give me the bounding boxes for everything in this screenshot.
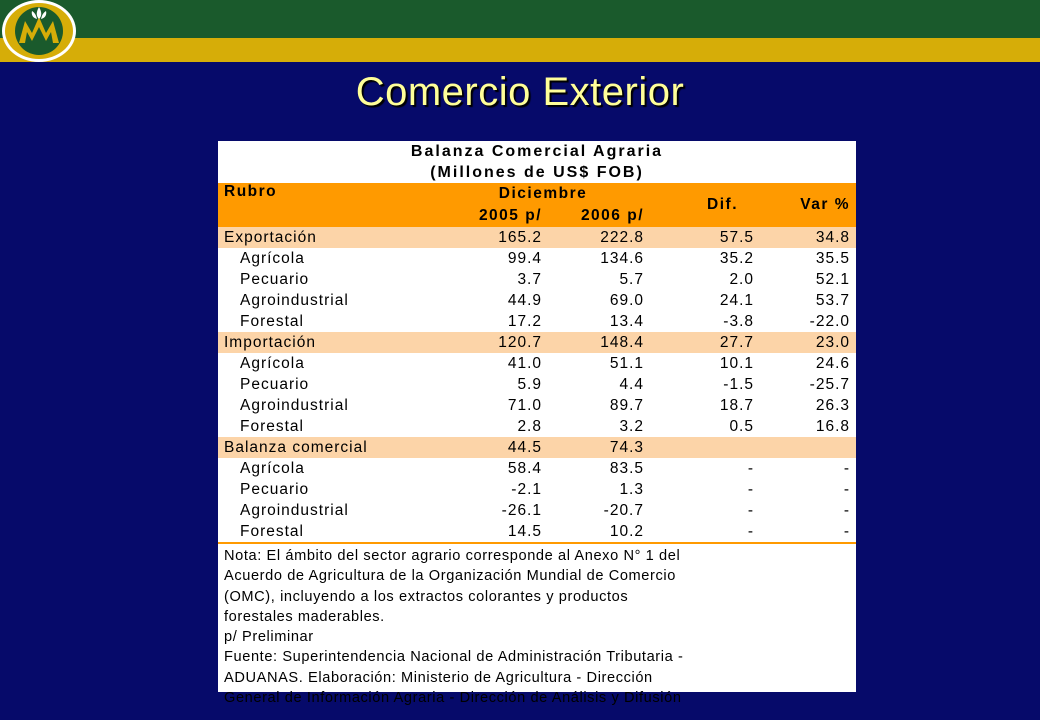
cell-dif: - [747,480,754,498]
cell-2005: -2.1 [511,480,542,498]
table-row [218,248,856,269]
cell-var: -22.0 [809,312,851,330]
cell-var: 16.8 [815,417,851,435]
row-label: Importación [218,332,436,353]
row-label: Pecuario [240,480,310,498]
table-row [218,290,856,311]
cell-2006: 89.7 [609,396,644,414]
cell-2005: 3.7 [517,270,542,288]
cell-2005: 41.0 [507,354,542,372]
cell-2005: 44.5 [436,437,548,458]
cell-2006: 148.4 [548,332,650,353]
cell-2006: 222.8 [548,227,650,248]
header-rubro: Rubro [218,183,436,205]
header-blank-cell [218,205,436,227]
cell-dif [650,437,760,458]
header-band-gold [0,38,1040,62]
cell-2006: 83.5 [609,459,644,477]
cell-var: 23.0 [760,332,856,353]
cell-2005: -26.1 [501,501,542,519]
note-line: Fuente: Superintendencia Nacional de Administración Tributaria - [224,649,684,666]
row-label: Agrícola [240,249,305,267]
cell-2005: 2.8 [517,417,542,435]
cell-2005: 165.2 [436,227,548,248]
header-2006: 2006 p/ [548,205,650,227]
row-label: Pecuario [240,270,310,288]
cell-2006: 1.3 [619,480,644,498]
cell-2006: 13.4 [609,312,644,330]
table-row-importacion [218,332,856,353]
cell-var: 35.5 [815,249,851,267]
note-line: General de Información Agraria - Dirección de Análisis y Difusión [224,690,682,707]
note-line: Nota: El ámbito del sector agrario corresponde al Anexo N° 1 del [224,548,681,564]
cell-2006: 51.1 [609,354,644,372]
cell-dif: 18.7 [719,396,754,414]
note-line: ADUANAS. Elaboración: Ministerio de Agricultura - Dirección [224,669,653,686]
cell-2005: 44.9 [507,291,542,309]
row-label: Forestal [240,417,304,435]
note-line: (OMC), incluyendo a los extractos colorantes y productos [224,588,629,605]
row-label: Exportación [218,227,436,248]
row-label: Forestal [240,522,304,540]
cell-2005: 71.0 [507,396,542,414]
trade-balance-table [218,141,856,708]
note-line: forestales maderables. [224,608,385,625]
note-line: p/ Preliminar [224,629,314,646]
cell-2006: -20.7 [603,501,644,519]
cell-2005: 5.9 [517,375,542,393]
table-row [218,416,856,437]
trade-balance-table-panel [218,141,856,707]
cell-dif: -1.5 [723,375,754,393]
cell-2005: 14.5 [507,522,542,540]
slide-title: Comercio Exterior [355,70,685,114]
cell-2006: 5.7 [619,270,644,288]
cell-dif: 24.1 [719,291,754,309]
cell-var: 26.3 [815,396,851,414]
table-row-balanza-comercial [218,437,856,458]
header-diciembre: Diciembre [436,183,650,205]
table-title: Balanza Comercial Agraria [410,142,664,160]
cell-2005: 58.4 [507,459,542,477]
row-label: Agrícola [240,354,305,372]
table-row [218,374,856,395]
row-label: Agroindustrial [240,396,349,414]
row-label: Balanza comercial [218,437,436,458]
table-row [218,311,856,332]
cell-2005: 120.7 [436,332,548,353]
note-line: Acuerdo de Agricultura de la Organización Mundial de Comercio [224,568,676,585]
ministry-logo-icon [2,0,76,62]
cell-dif: 35.2 [719,249,754,267]
header-2005: 2005 p/ [436,205,548,227]
cell-2006: 4.4 [619,375,644,393]
cell-dif: - [747,522,754,540]
table-row-exportacion [218,227,856,248]
cell-dif: 27.7 [650,332,760,353]
table-row [218,395,856,416]
cell-var: - [843,522,851,540]
table-note [218,543,856,708]
cell-dif: - [747,501,754,519]
row-label: Pecuario [240,375,310,393]
row-label: Agrícola [240,459,305,477]
table-row [218,458,856,479]
cell-var: 24.6 [815,354,851,372]
row-label: Agroindustrial [240,501,349,519]
cell-2006: 3.2 [619,417,644,435]
row-label: Agroindustrial [240,291,349,309]
cell-dif: 0.5 [729,417,754,435]
cell-dif: 10.1 [719,354,754,372]
cell-var: - [843,501,851,519]
cell-var: 34.8 [760,227,856,248]
cell-dif: -3.8 [723,312,754,330]
header-var: Var % [760,183,856,227]
table-subtitle: (Millones de US$ FOB) [430,163,644,181]
cell-var: 52.1 [815,270,851,288]
cell-dif: 2.0 [729,270,754,288]
cell-2006: 69.0 [609,291,644,309]
cell-var: -25.7 [809,375,851,393]
table-row [218,269,856,290]
cell-dif: - [747,459,754,477]
row-label: Forestal [240,312,304,330]
cell-2005: 99.4 [507,249,542,267]
table-row [218,500,856,521]
header-dif: Dif. [650,183,760,227]
cell-var [760,437,856,458]
table-row [218,479,856,500]
cell-2006: 134.6 [600,249,644,267]
table-row [218,521,856,543]
header-band-green [0,0,1040,38]
cell-var: - [843,459,851,477]
cell-var: 53.7 [815,291,851,309]
table-row [218,353,856,374]
cell-2006: 10.2 [609,522,644,540]
cell-2005: 17.2 [507,312,542,330]
cell-2006: 74.3 [548,437,650,458]
cell-dif: 57.5 [650,227,760,248]
cell-var: - [843,480,851,498]
